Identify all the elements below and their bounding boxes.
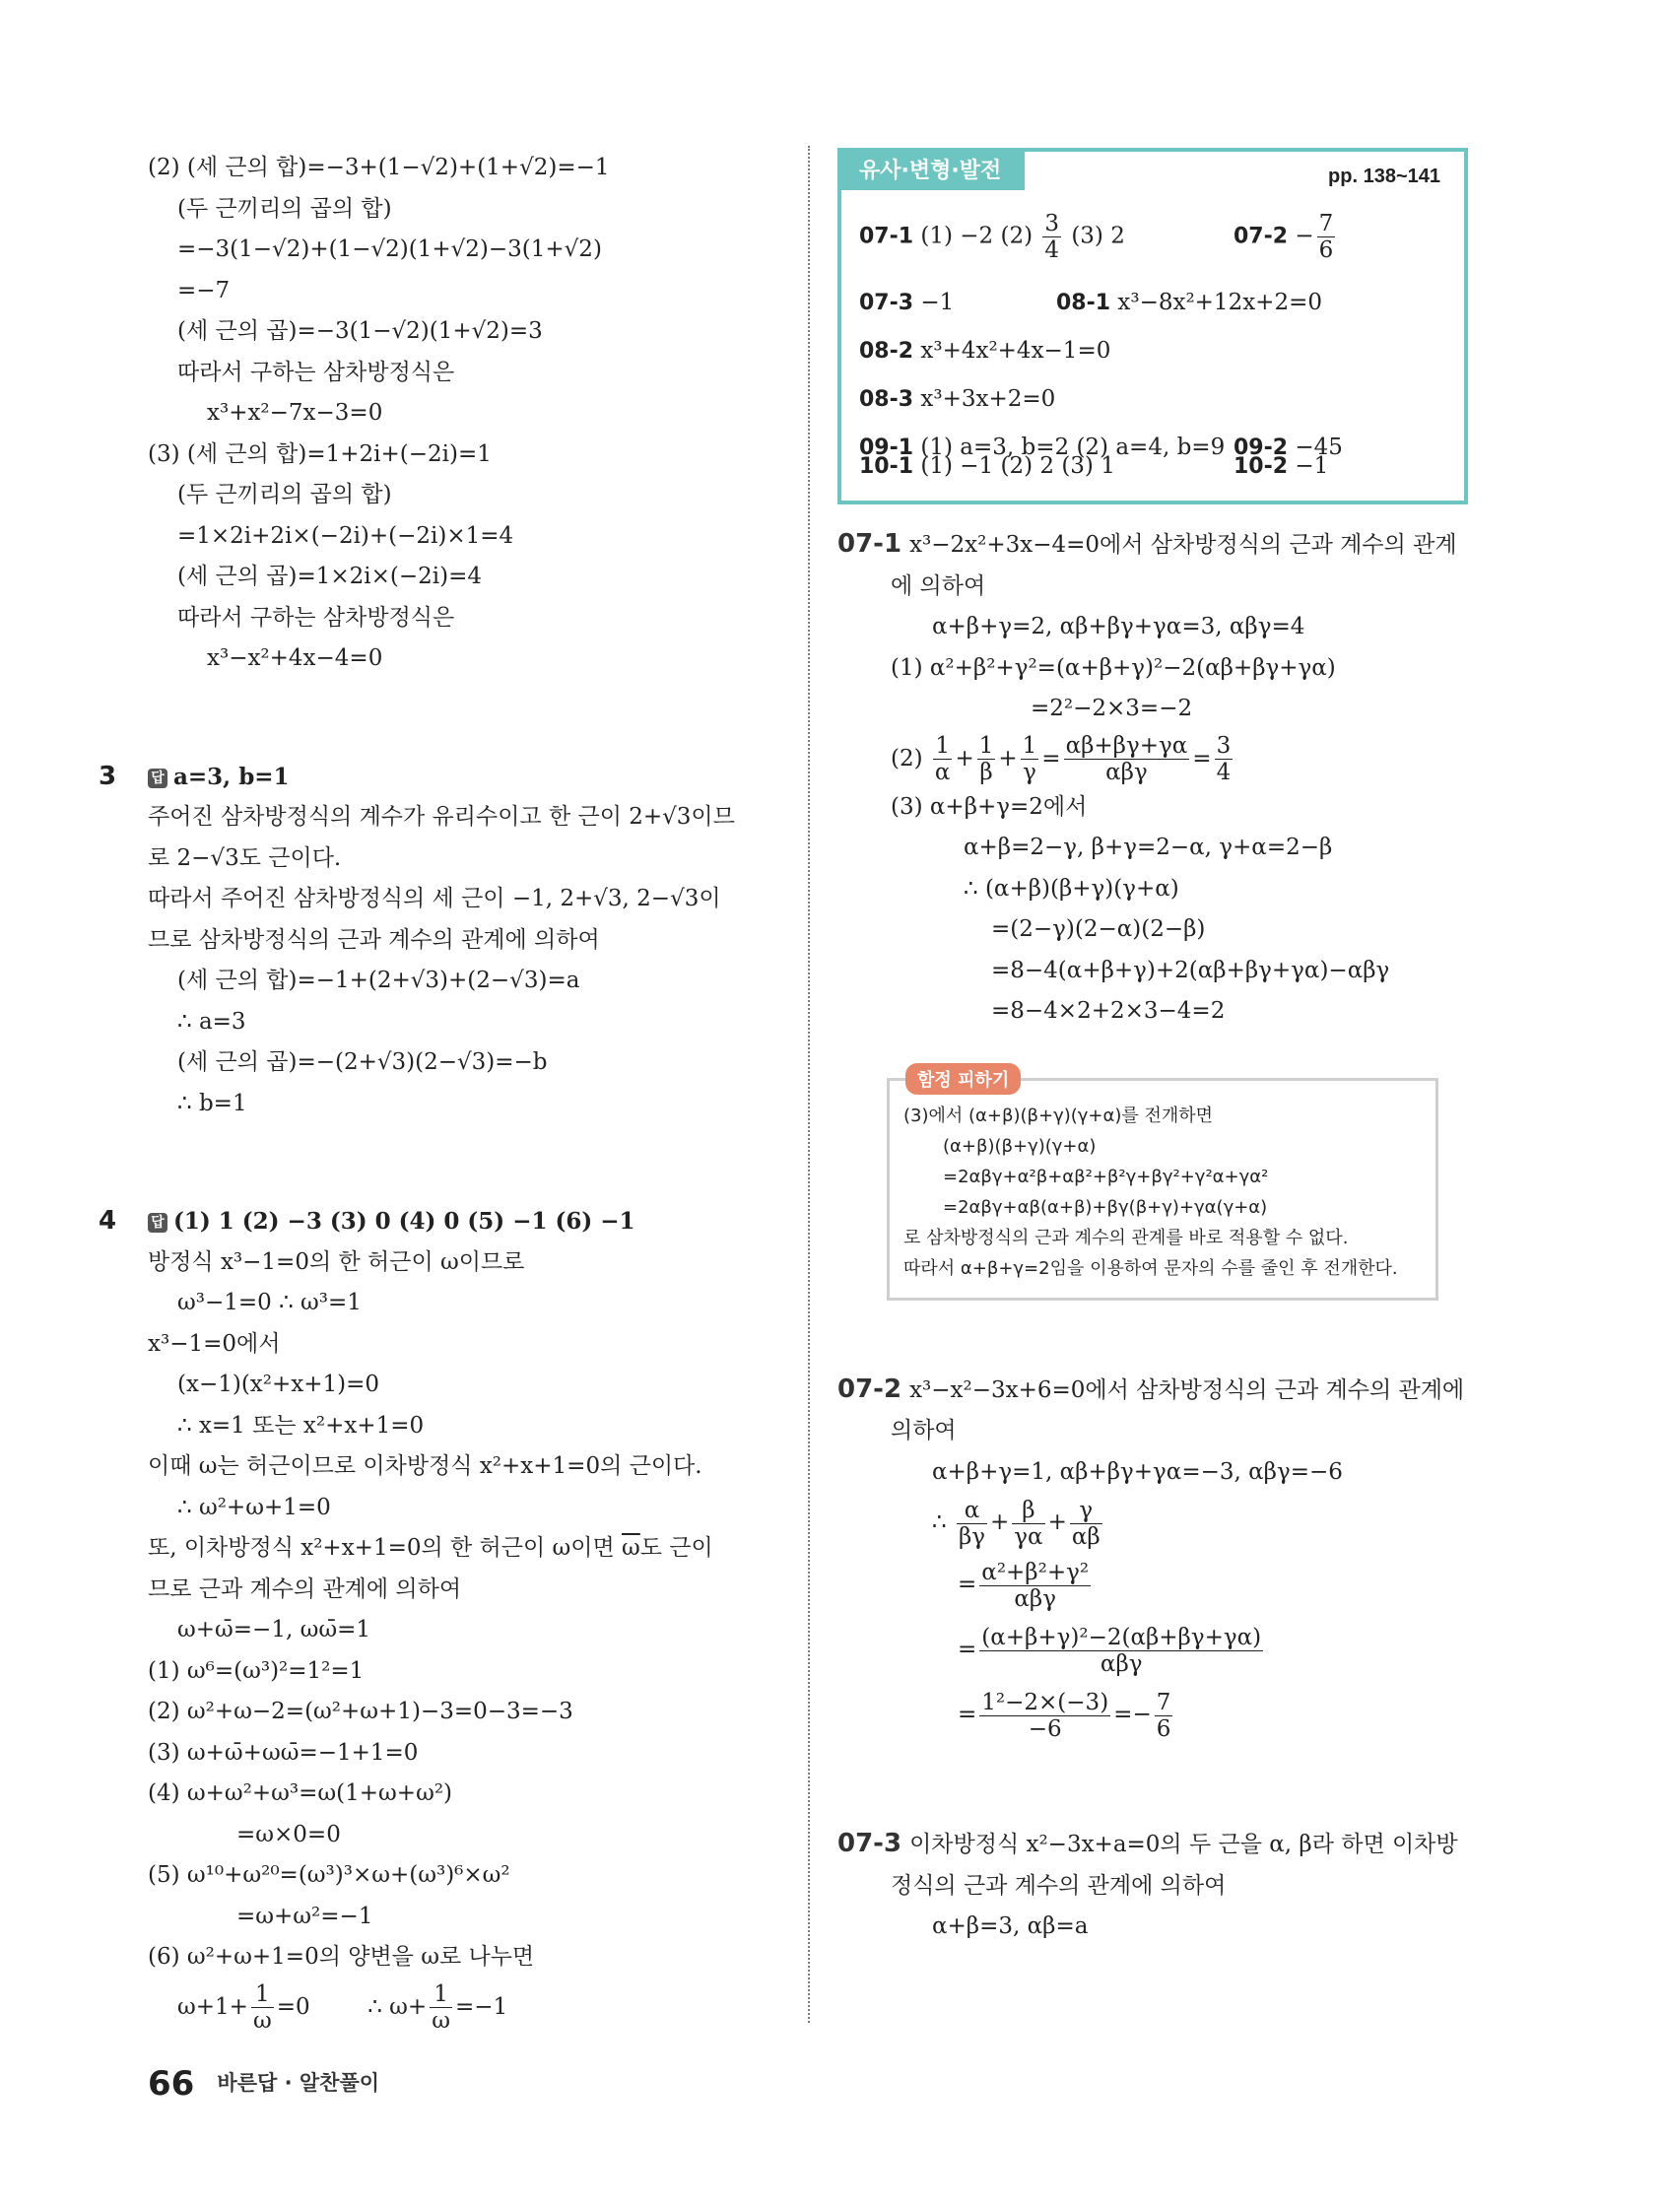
- text-line: (x−1)(x²+x+1)=0: [177, 1372, 380, 1397]
- answer-row: [859, 338, 1446, 364]
- numerator: β: [1012, 1498, 1044, 1524]
- tip-line: (3)에서 (α+β)(β+γ)(γ+α)를 전개하면: [903, 1105, 1214, 1126]
- solution-2-part2: [148, 148, 798, 435]
- answer-tag: 08-2: [859, 339, 914, 364]
- fraction: [251, 1981, 274, 2034]
- text-line: =ω×0=0: [236, 1821, 341, 1847]
- denominator: 4: [1044, 237, 1060, 263]
- text-line: x³−1=0에서: [148, 1330, 281, 1357]
- answer-value: (1) −1 (2) 2 (3) 1: [920, 453, 1115, 479]
- numerator: α: [957, 1498, 987, 1524]
- text-line: α+β+γ=2, αβ+βγ+γα=3, αβγ=4: [932, 614, 1305, 639]
- text-line: =(2−γ)(2−α)(2−β): [991, 916, 1206, 942]
- text-segment: =−1: [454, 1993, 508, 2020]
- answer-tag: 08-3: [859, 387, 914, 412]
- text-line: 따라서 주어진 삼차방정식의 세 근이 −1, 2+√3, 2−√3이: [148, 886, 721, 911]
- right-column: [837, 148, 1468, 1948]
- text-line: α+β=2−γ, β+γ=2−α, γ+α=2−β: [964, 835, 1333, 860]
- numerator: 1²−2×(−3): [981, 1689, 1109, 1715]
- text-line: (세 근의 곱)=−3(1−√2)(1+√2)=3: [177, 318, 543, 344]
- numerator: α²+β²+γ²: [981, 1559, 1090, 1585]
- text-line: [148, 1978, 798, 2036]
- denominator: β: [979, 760, 993, 785]
- text-line: [837, 524, 1468, 567]
- answer-second: [1056, 290, 1322, 315]
- spacer: [148, 680, 798, 757]
- numerator: 3: [1216, 733, 1232, 759]
- numerator: 1: [1022, 733, 1037, 759]
- text-segment: ∴ ω+: [367, 1993, 428, 2020]
- text-line: (5) ω¹⁰+ω²⁰=(ω³)³×ω+(ω³)⁶×ω²: [148, 1862, 510, 1888]
- numerator: 1: [430, 1981, 452, 2008]
- fraction: [1012, 1498, 1044, 1550]
- question-header: [99, 1201, 798, 1242]
- answer-value: (1) a=3, b=2 (2) a=4, b=9: [920, 435, 1226, 460]
- question-header: [99, 757, 798, 798]
- answer: (1) 1 (2) −3 (3) 0 (4) 0 (5) −1 (6) −1: [173, 1208, 635, 1235]
- text-line: (3) (세 근의 합)=1+2i+(−2i)=1: [148, 440, 492, 467]
- text-line: 따라서 구하는 삼차방정식은: [177, 604, 455, 631]
- text-segment: ω+1+: [177, 1993, 248, 2020]
- text-line: 로 2−√3도 근이다.: [148, 844, 342, 871]
- tip-line: =2αβγ+αβ(α+β)+βγ(β+γ)+γα(γ+α): [943, 1196, 1268, 1218]
- text-line: = $\frac{\text{α²+β²+γ²}}{\text{αβγ}}$: [958, 1559, 1090, 1612]
- denominator: ω: [252, 2008, 272, 2034]
- answer-row: [859, 211, 1446, 263]
- left-column: [99, 148, 798, 2036]
- denominator: 6: [1156, 1715, 1171, 1742]
- column-divider: [808, 146, 810, 2023]
- fraction: [979, 1690, 1110, 1742]
- text-line: (두 근끼리의 곱의 합): [177, 482, 392, 507]
- fraction: [957, 1498, 987, 1550]
- fraction: [1317, 211, 1336, 263]
- text-line: 므로 삼차방정식의 근과 계수의 관계에 의하여: [148, 926, 600, 953]
- fraction: [1215, 733, 1234, 785]
- equation: x³+x²−7x−3=0: [207, 400, 383, 426]
- denominator: ω: [432, 2008, 450, 2034]
- text-segment: =0: [276, 1993, 310, 2020]
- question-number: 3: [99, 761, 117, 791]
- question-3: [99, 757, 798, 1125]
- numerator: 1: [251, 1981, 274, 2008]
- text-line: =8−4×2+2×3−4=2: [991, 998, 1226, 1024]
- text-line: = $\frac{\text{1²−2×(−3)}}{-6}$ =− $\frac{7}{6}$: [958, 1689, 1171, 1742]
- answer-second: [1234, 453, 1328, 479]
- text-line: ∴ b=1: [177, 1090, 247, 1116]
- text-line: ∴ (α+β)(β+γ)(γ+α): [964, 875, 1179, 902]
- text-line: (세 근의 곱)=1×2i×(−2i)=4: [177, 564, 482, 589]
- text-line: (1) α²+β²+γ²=(α+β+γ)²−2(αβ+βγ+γα): [891, 654, 1336, 681]
- solution-2-part3: [148, 435, 798, 680]
- text-line: (2) $\frac{1}{\alpha}$ + $\frac{1}{\beta}$ + $\frac{1}{\gamma}$ = $\frac{\alpha\beta+\beta\gamma+\gamma\alpha}{\text{αβγ}}$ = $\frac{3}{4}$: [891, 733, 1232, 785]
- fraction: [1064, 733, 1190, 785]
- tip-line: =2αβγ+α²β+αβ²+β²γ+βγ²+γ²α+γα²: [943, 1166, 1269, 1187]
- text-line: 므로 근과 계수의 관계에 의하여: [148, 1575, 462, 1602]
- text-segment: 도 근이: [639, 1535, 713, 1561]
- denominator: αβγ: [1105, 760, 1148, 785]
- denominator: αβγ: [1014, 1585, 1056, 1612]
- answer-value: −45: [1295, 435, 1343, 460]
- fraction: [1042, 211, 1061, 263]
- answer-value: −1: [1295, 453, 1329, 479]
- answer-tag: 09-1: [859, 436, 914, 460]
- answer-tag: 10-2: [1234, 454, 1289, 479]
- answer-tag: 10-1: [859, 454, 914, 479]
- answer-box-header: 유사·변형·발전: [837, 148, 1025, 190]
- text-segment: x³−2x²+3x−4=0에서 삼차방정식의 근과 계수의 관계: [909, 532, 1457, 558]
- answer-tag: 07-3: [859, 291, 914, 315]
- text-line: ω³−1=0 ∴ ω³=1: [177, 1290, 362, 1315]
- text-line: =2²−2×3=−2: [1031, 696, 1193, 721]
- text-line: α+β=3, αβ=a: [932, 1913, 1089, 1939]
- text-line: = $\frac{\text{(α+β+γ)²−2(αβ+βγ+γα)}}{\text{αβγ}}$: [958, 1624, 1262, 1677]
- tip-line: (α+β)(β+γ)(γ+α): [943, 1135, 1097, 1157]
- denominator: βγ: [958, 1523, 985, 1550]
- text-line: 따라서 구하는 삼차방정식은: [177, 359, 455, 385]
- text-line: (4) ω+ω²+ω³=ω(1+ω+ω²): [148, 1780, 453, 1806]
- fraction: [1021, 733, 1039, 785]
- solution-07-1: [837, 524, 1468, 1033]
- text-line: 정식의 근과 계수의 관계에 의하여: [891, 1872, 1227, 1899]
- solution-tag: 07-2: [837, 1374, 902, 1404]
- tip-line: 따라서 α+β+γ=2임을 이용하여 문자의 수를 줄인 후 전개한다.: [903, 1257, 1398, 1279]
- question-number: 4: [99, 1206, 117, 1236]
- denominator: γα: [1014, 1523, 1043, 1550]
- answer-tag: 09-2: [1234, 436, 1289, 460]
- text-line: ∴ $\frac{\alpha}{\beta\gamma}$ + $\frac{\beta}{\gamma\alpha}$ + $\frac{\gamma}{\alpha\beta}$: [932, 1497, 1101, 1550]
- spacer: [837, 1747, 1468, 1824]
- answer-box: [837, 148, 1468, 504]
- answer-value: x³−8x²+12x+2=0: [1117, 290, 1322, 315]
- text-line: [148, 1528, 798, 1570]
- text-line: (2) ω²+ω−2=(ω²+ω+1)−3=0−3=−3: [148, 1699, 573, 1724]
- answer-row: [859, 453, 1446, 479]
- fraction: [430, 1981, 452, 2034]
- answer-value: −: [1295, 223, 1314, 249]
- answer-tag: 07-2: [1234, 224, 1289, 249]
- text-segment: (2): [891, 745, 923, 771]
- numerator: 1: [978, 733, 994, 759]
- spacer: [148, 1124, 798, 1201]
- text-line: (3) ω+ω̄+ωω̄=−1+1=0: [148, 1739, 419, 1766]
- equation: x³−x²+4x−4=0: [207, 645, 383, 671]
- text-segment: 이차방정식 x²−3x+a=0의 두 근을 α, β라 하면 이차방: [909, 1832, 1458, 1857]
- text-line: ω+ω̄=−1, ωω̄=1: [177, 1617, 370, 1642]
- text-line: ∴ x=1 또는 x²+x+1=0: [177, 1412, 425, 1439]
- fraction: [979, 1560, 1091, 1612]
- tip-box: [887, 1069, 1438, 1301]
- text-line: (세 근의 곱)=−(2+√3)(2−√3)=−b: [177, 1049, 548, 1075]
- text-line: (3) α+β+γ=2에서: [891, 793, 1088, 820]
- text-line: 이때 ω는 허근이므로 이차방정식 x²+x+1=0의 근이다.: [148, 1453, 702, 1479]
- text-line: ∴ a=3: [177, 1008, 246, 1035]
- answer-value: (1) −2 (2): [920, 223, 1034, 249]
- fraction: [977, 733, 996, 785]
- text-line: 의하여: [891, 1418, 957, 1443]
- tag-text: 07-1: [859, 224, 914, 249]
- text-line: ∴ ω²+ω+1=0: [177, 1494, 331, 1520]
- answer-value: x³+4x²+4x−1=0: [920, 338, 1111, 364]
- answer: a=3, b=1: [173, 763, 290, 790]
- text-line: (두 근끼리의 곱의 합): [177, 195, 392, 222]
- answer-second: [1234, 211, 1338, 263]
- text-segment: x³−x²−3x+6=0에서 삼차방정식의 근과 계수의 관계에: [909, 1376, 1465, 1403]
- text-line: =ω+ω²=−1: [236, 1903, 373, 1929]
- text-line: [837, 1370, 1468, 1412]
- omega-bar: $\overline{\omega}$: [622, 1535, 640, 1561]
- text-line: =−3(1−√2)+(1−√2)(1+√2)−3(1+√2): [177, 236, 602, 262]
- solution-tag: 07-1: [837, 529, 902, 559]
- text-line: 방정식 x³−1=0의 한 허근이 ω이므로: [148, 1248, 525, 1275]
- page-range: pp. 138~141: [1328, 166, 1440, 187]
- tip-line: 로 삼차방정식의 근과 계수의 관계를 바로 적용할 수 없다.: [903, 1227, 1349, 1248]
- text-line: =1×2i+2i×(−2i)+(−2i)×1=4: [177, 522, 514, 549]
- question-4: [99, 1201, 798, 2036]
- denominator: −6: [1028, 1715, 1062, 1742]
- denominator: γ: [1023, 760, 1036, 785]
- numerator: 7: [1156, 1689, 1171, 1715]
- numerator: 7: [1318, 211, 1334, 236]
- tip-header: 함정 피하기: [905, 1063, 1021, 1095]
- therefore: ∴: [932, 1509, 947, 1535]
- text-line: 주어진 삼차방정식의 계수가 유리수이고 한 근이 2+√3이므: [148, 804, 735, 830]
- text-segment: 또, 이차방정식 x²+x+1=0의 한 허근이 ω이면: [148, 1535, 623, 1561]
- denominator: α: [934, 760, 951, 785]
- text-line: (1) ω⁶=(ω³)²=1²=1: [148, 1657, 365, 1684]
- answer-value: x³+3x+2=0: [920, 386, 1056, 412]
- answer-value: −1: [920, 290, 955, 315]
- answer-mark-icon: 답: [148, 769, 167, 788]
- text-line: =−7: [177, 277, 231, 303]
- numerator: (α+β+γ)²−2(αβ+βγ+γα): [981, 1624, 1262, 1650]
- solution-tag: 07-3: [837, 1829, 902, 1858]
- answer-value: (3) 2: [1071, 223, 1125, 249]
- numerator: 1: [933, 733, 953, 760]
- text-line: (세 근의 합)=−1+(2+√3)+(2−√3)=a: [177, 968, 580, 993]
- denominator: αβ: [1071, 1523, 1101, 1550]
- fraction: [933, 733, 953, 785]
- text-line: (6) ω²+ω+1=0의 양변을 ω로 나누면: [148, 1944, 535, 1970]
- fraction: [979, 1625, 1263, 1677]
- denominator: αβγ: [1100, 1650, 1143, 1677]
- text-line: [837, 1824, 1468, 1866]
- fraction: [1070, 1498, 1102, 1550]
- text-line: α+β+γ=1, αβ+βγ+γα=−3, αβγ=−6: [932, 1458, 1343, 1485]
- answer-row: [859, 386, 1446, 412]
- answer-tag: 08-1: [1056, 291, 1111, 315]
- answer-mark-icon: 답: [148, 1213, 167, 1233]
- solution-07-2: [837, 1370, 1468, 1748]
- text-line: (2) (세 근의 합)=−3+(1−√2)+(1+√2)=−1: [148, 155, 610, 180]
- book-title: 바른답 · 알찬풀이: [217, 2071, 380, 2095]
- page-footer: [148, 2064, 379, 2104]
- page-number: 66: [148, 2064, 195, 2104]
- text-line: 에 의하여: [891, 572, 986, 599]
- answer-tag: [859, 225, 913, 249]
- solution-07-3: [837, 1824, 1468, 1948]
- numerator: αβ+βγ+γα: [1065, 733, 1188, 759]
- denominator: 6: [1318, 237, 1334, 263]
- numerator: γ: [1070, 1498, 1102, 1524]
- answer-row: [859, 290, 1446, 315]
- text-line: =8−4(α+β+γ)+2(αβ+βγ+γα)−αβγ: [991, 957, 1390, 983]
- fraction: [1155, 1690, 1173, 1742]
- numerator: 3: [1044, 211, 1060, 236]
- denominator: 4: [1216, 760, 1232, 785]
